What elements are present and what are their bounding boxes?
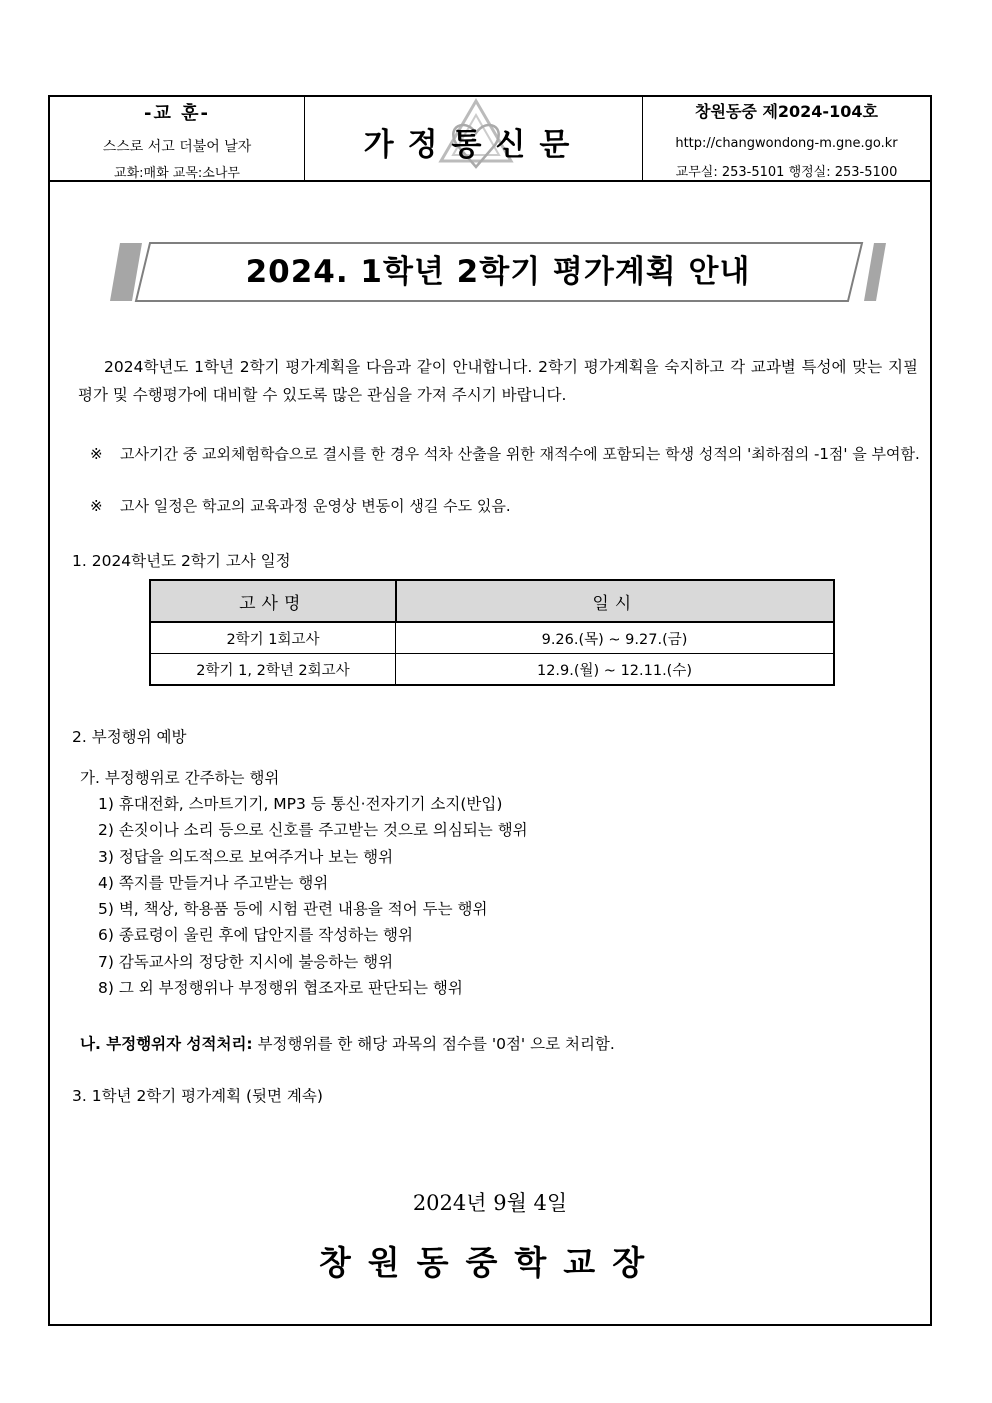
note-text: 고사기간 중 교외체험학습으로 결시를 한 경우 석차 산출을 위한 재적수에 포함되는 학생 성적의 '최하점의 -1점' 을 부여함. <box>120 445 920 463</box>
exam-name-cell: 2학기 1, 2학년 2회고사 <box>150 654 396 686</box>
exam-date-cell: 9.26.(목) ~ 9.27.(금) <box>396 622 835 654</box>
list-item: 4) 쪽지를 만들거나 주고받는 행위 <box>98 873 329 892</box>
list-item: 3) 정답을 의도적으로 보여주거나 보는 행위 <box>98 847 394 866</box>
header-motto-box <box>50 97 305 180</box>
misconduct-list <box>98 791 528 1001</box>
motto-title: -교 훈- <box>144 103 210 124</box>
exam-name-cell: 2학기 1회고사 <box>150 622 396 654</box>
note-text: 고사 일정은 학교의 교육과정 운영상 변동이 생길 수도 있음. <box>120 497 511 515</box>
table-row <box>150 654 834 686</box>
note-mark: ※ <box>90 497 103 515</box>
subsection-b-label: 나. 부정행위자 성적처리: <box>80 1035 253 1053</box>
header-title-box <box>305 97 643 180</box>
main-title: 2024. 1학년 2학기 평가계획 안내 <box>245 254 751 290</box>
school-motto: 스스로 서고 더불어 날자 <box>102 139 252 155</box>
list-item: 7) 감독교사의 정당한 지시에 불응하는 행위 <box>98 952 394 971</box>
list-item: 8) 그 외 부정행위나 부정행위 협조자로 판단되는 행위 <box>98 979 463 998</box>
column-header: 일시 <box>396 580 835 622</box>
list-item: 6) 종료령이 울린 후에 답안지를 작성하는 행위 <box>98 926 413 945</box>
section-1-heading: 1. 2024학년도 2학기 고사 일정 <box>72 552 291 570</box>
list-item: 2) 손짓이나 소리 등으로 신호를 주고받는 것으로 의심되는 행위 <box>98 821 528 840</box>
school-phone: 교무실: 253-5101 행정실: 253-5100 <box>675 165 898 180</box>
newsletter-title: 가정통신문 <box>363 127 584 163</box>
exam-date-cell: 12.9.(월) ~ 12.11.(수) <box>396 654 835 686</box>
page-frame <box>48 95 932 1326</box>
header-info-box <box>643 97 930 180</box>
issue-date: 2024년 9월 4일 <box>412 1191 568 1215</box>
school-url: http://changwondong-m.gne.go.kr <box>675 136 898 151</box>
section-3-heading: 3. 1학년 2학기 평가계획 (뒷면 계속) <box>72 1087 323 1105</box>
table-row <box>150 622 834 654</box>
table-header-row <box>150 580 834 622</box>
subsection-b-text: 부정행위를 한 해당 과목의 점수를 '0점' 으로 처리함. <box>257 1035 615 1053</box>
intro-paragraph <box>78 353 918 409</box>
section-2-heading: 2. 부정행위 예방 <box>72 728 187 746</box>
newsletter-header <box>50 97 930 182</box>
list-item: 5) 벽, 책상, 학용품 등에 시험 관련 내용을 적어 두는 행위 <box>98 900 488 919</box>
note-item <box>90 494 920 518</box>
issue-number: 창원동중 제2024-104호 <box>695 102 878 121</box>
title-banner <box>106 241 890 303</box>
list-item: 1) 휴대전화, 스마트기기, MP3 등 통신·전자기기 소지(반입) <box>98 795 503 813</box>
principal-signature: 창원동중학교장 <box>318 1243 662 1282</box>
exam-schedule-table <box>149 579 835 686</box>
column-header: 고사명 <box>150 580 396 622</box>
subsection-b <box>80 1032 615 1054</box>
note-item <box>90 442 920 466</box>
school-symbols: 교화:매화 교목:소나무 <box>114 166 240 181</box>
intro-text: 2024학년도 1학년 2학기 평가계획을 다음과 같이 안내합니다. 2학기 평가계획을 숙지하고 각 교과별 특성에 맞는 지필평가 및 수행평가에 대비할 수 있도록 많은 관심을 가져 주시기 바랍니다. <box>78 358 918 404</box>
note-mark: ※ <box>90 445 103 463</box>
subsection-a-heading: 가. 부정행위로 간주하는 행위 <box>80 769 280 787</box>
